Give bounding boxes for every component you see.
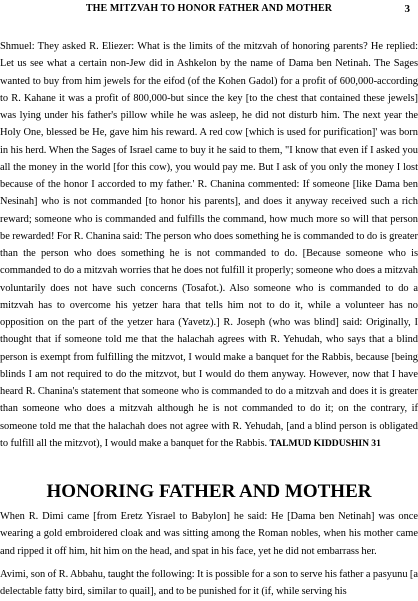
running-header (0, 3, 418, 17)
page-number: 3 (404, 3, 410, 15)
body-paragraph-1 (0, 38, 418, 452)
running-title: THE MITZVAH TO HONOR FATHER AND MOTHER (85, 3, 333, 14)
body-paragraph-2: When R. Dimi came [from Eretz Yisrael to Babylon] he said: He [Dama ben Netinah] was once wearing a gold embroidered cloak and was sitting among the Roman nobles, when his mother came and ripped it off him, hit him on the head, and spat in his face, yet he did not embarrass her. (0, 511, 418, 557)
paragraph-1-text: Shmuel: They asked R. Eliezer: What is the limits of the mitzvah of honoring parents? He replied: Let us see what a certain non-Jew did in Ashkelon by the name of Dama ben Netinah. The Sages wanted to buy from him jewels for the eifod (of the Kohen Gadol) for a profit of 600,000-according to R. Kahane it was a profit of 800,000-but since the key [to the chest that contained these jewels] was lying under his father's pillow while he was asleep, he did not disturb him. The next year the Holy One, blessed be He, gave him his reward. A red cow [which is used for purification]' was born in his herd. When the Sages of Israel came to buy it he said to them, "I know that even if I asked you all the money in the world [for this cow), you would pay me. But I ask of you only the money I lost because of the honor I accorded to my father.' R. Chanina commented: If someone [like Dama ben Nesinah] who is not commanded [to honor his parents], and does it anyway received such a rich reward; someone who is commanded and fulfills the command, how much more so will that person be rewarded! For R. Chanina said: The person who does something he is commanded to do is greater than the person who does something he is not commanded to do. [Because someone who is commanded to do a mitzvah worries that he does not fulfill it properly; someone who does a mitzvah voluntarily does not have such concerns (Tosafot.). Also someone who is commanded to do a mitzvah has to overcome his yetzer hara that tells him not to do it, while a volunteer has no opposition on the part of the yetzer hara (Yavetz).] R. Joseph (who was blind] said: Originally, I thought that if someone told me that the halachah agrees with R. Yehudah, who says that a blind person is exempt from fulfilling the mitzvot, I would make a banquet for the Rabbis, because [being blinds I am not required to do the mitzvot, but I would do them anyway. However, now that I have heard R. Chanina's statement that someone who is commanded to do a mitzvah and does it is greater than someone who does a mitzvah although he is not commanded to do it; on the contrary, if someone told me that the halachah does not agree with R. Yehudah, [and a blind person is obligated to fulfill all the mitzvot), I would make a banquet for the Rabbis. (0, 41, 418, 449)
source-citation: TALMUD KIDDUSHIN 31 (269, 437, 381, 449)
body-paragraph-3: Avimi, son of R. Abbahu, taught the following: It is possible for a son to serve his father a pasyunu [a delectable fatty bird, similar to quail], and to be punished for it (if, while serving his (0, 569, 418, 598)
section-heading: HONORING FATHER AND MOTHER (46, 481, 372, 502)
